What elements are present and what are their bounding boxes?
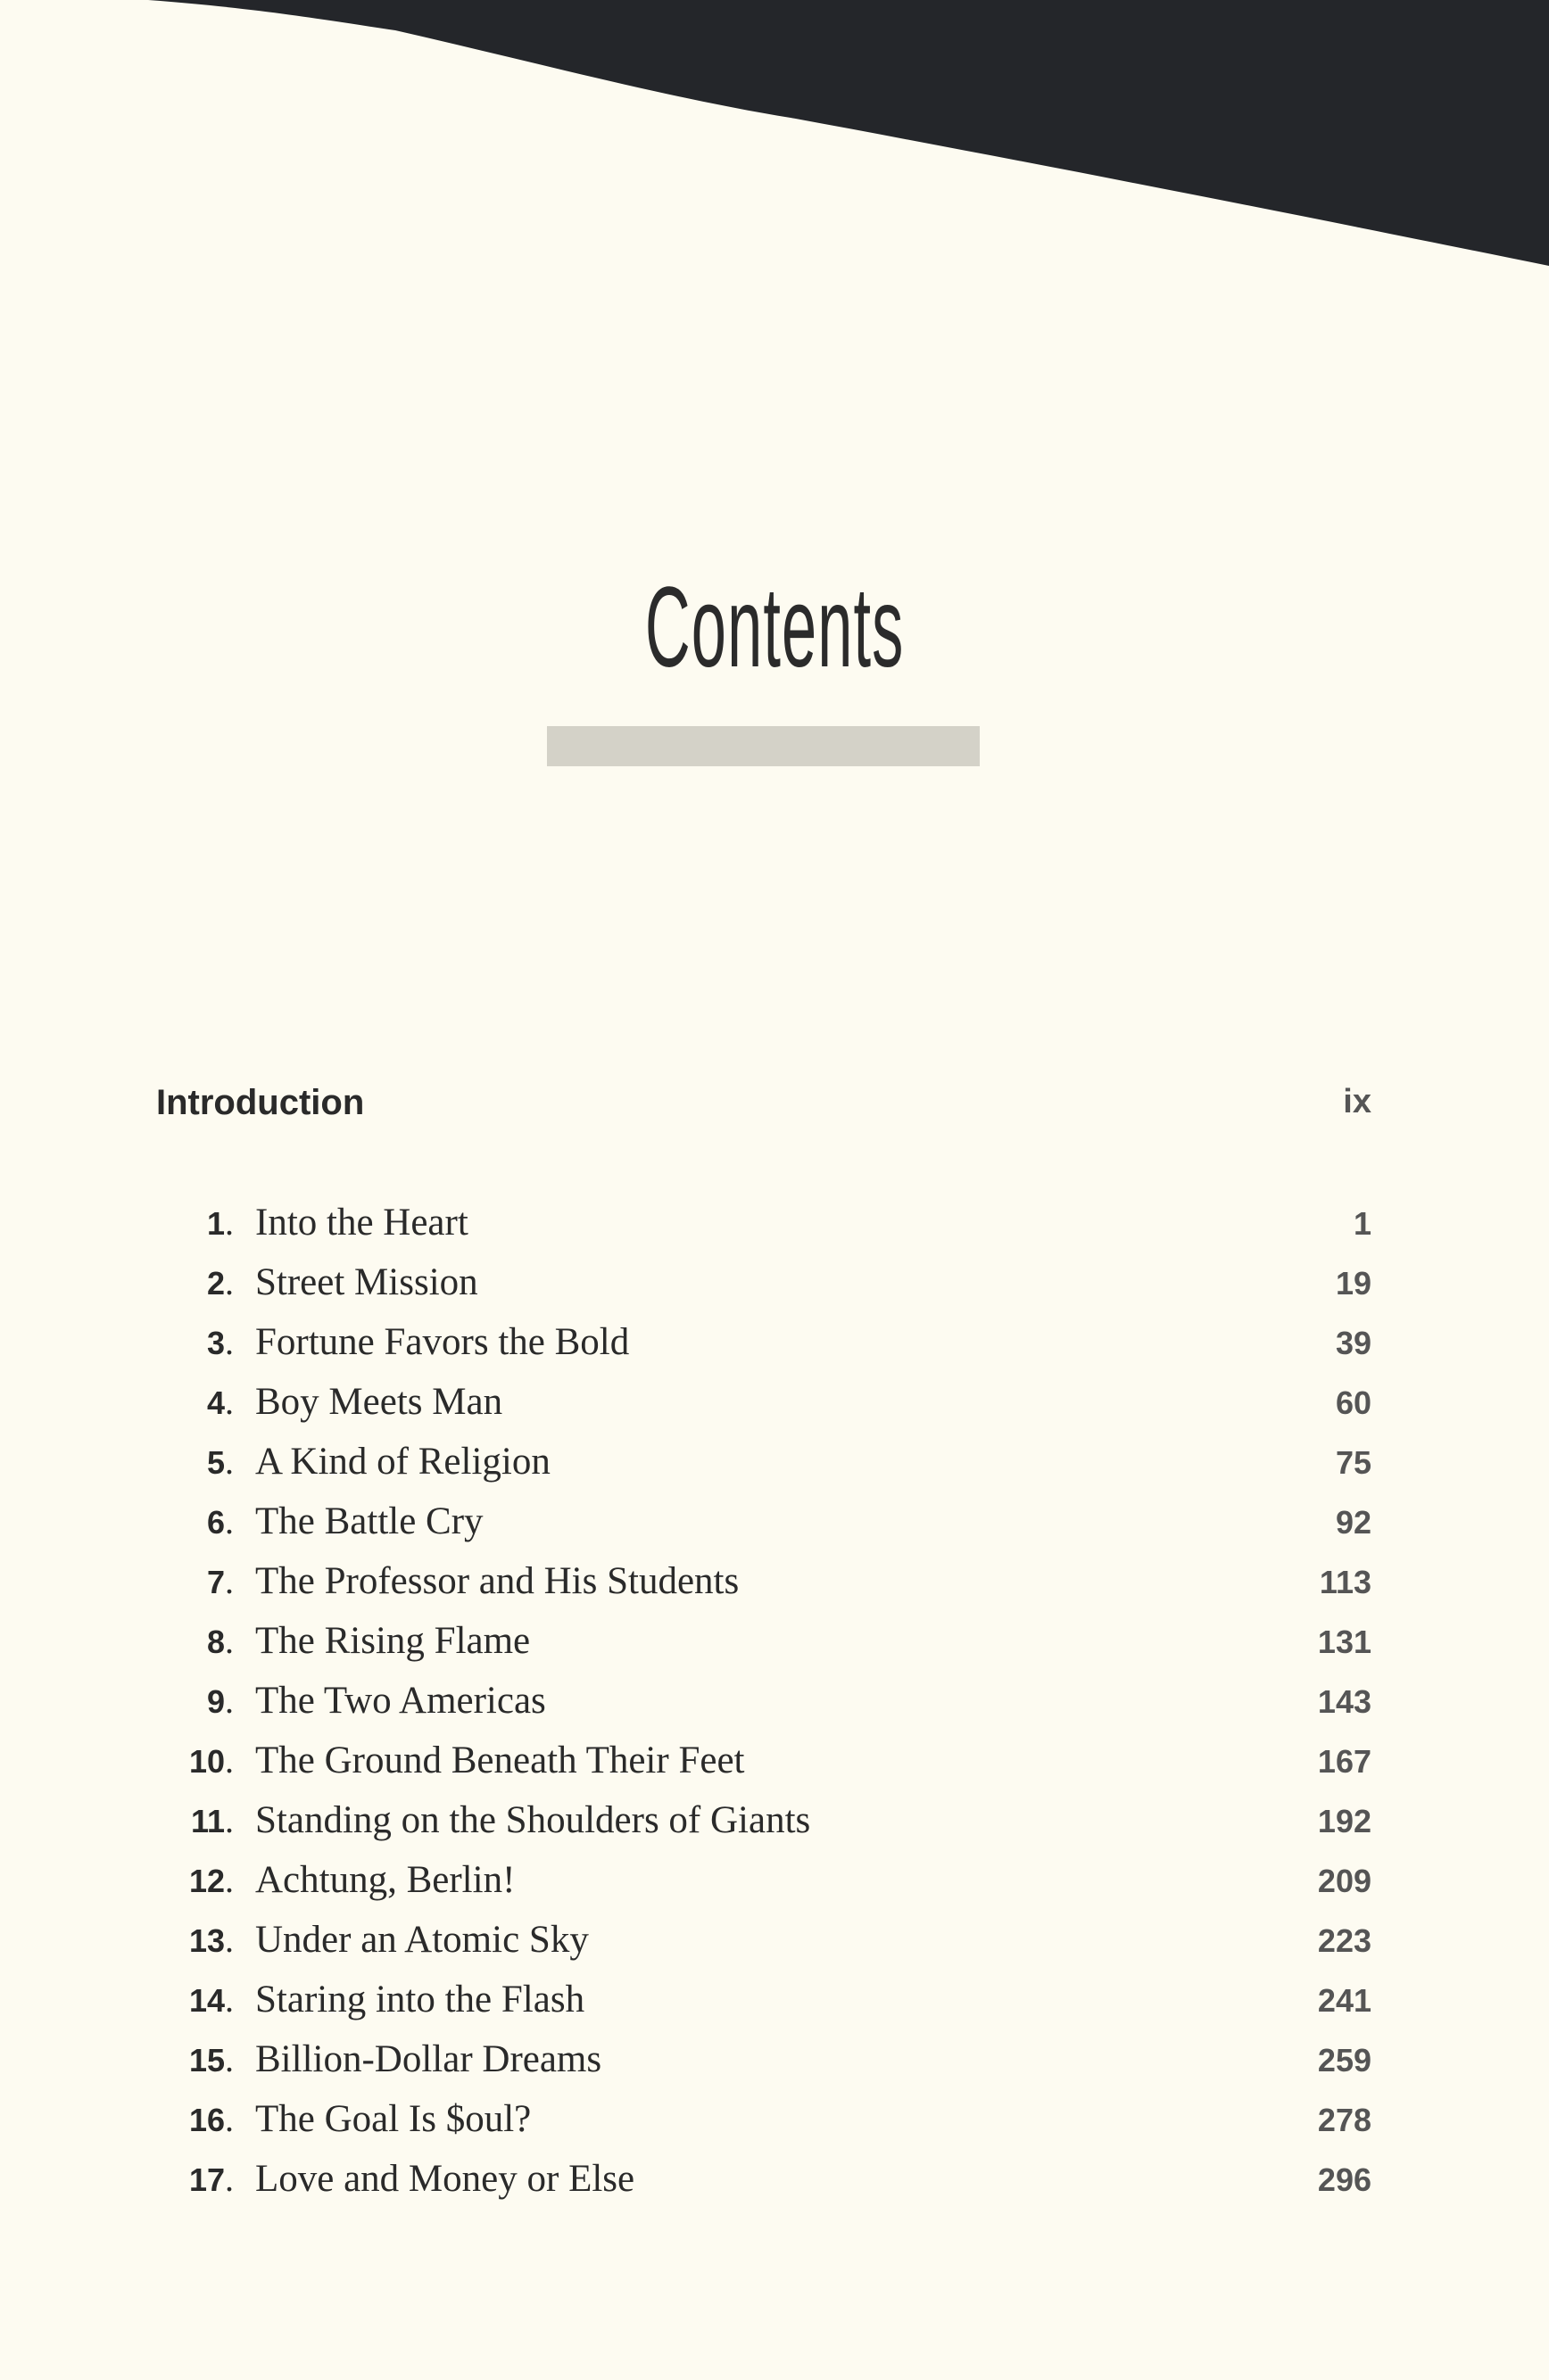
chapter-number-dot: .	[225, 1442, 234, 1482]
chapter-number-dot: .	[225, 1262, 234, 1302]
chapter-page: 296	[1317, 2161, 1371, 2198]
chapter-number: 5	[206, 1444, 225, 1481]
dark-corner-shape	[0, 0, 1549, 285]
chapter-title: The Rising Flame	[255, 1620, 531, 1662]
chapter-number-dot: .	[225, 1800, 234, 1840]
chapter-number-dot: .	[225, 1621, 234, 1661]
toc-chapter-list	[134, 1201, 1371, 2217]
introduction-label: Introduction	[156, 1083, 365, 1122]
chapter-number-dot: .	[225, 1920, 234, 1960]
chapter-title: The Ground Beneath Their Feet	[255, 1740, 745, 1781]
chapter-title: Boy Meets Man	[255, 1381, 503, 1423]
chapter-number: 2	[206, 1265, 225, 1302]
toc-chapter-row[interactable]	[134, 1440, 1371, 1500]
chapter-page: 278	[1317, 2102, 1371, 2138]
toc-chapter-row[interactable]	[134, 2097, 1371, 2157]
chapter-number: 4	[206, 1384, 225, 1421]
toc-chapter-row[interactable]	[134, 1978, 1371, 2037]
toc-chapter-row[interactable]	[134, 1559, 1371, 1619]
toc-chapter-row[interactable]	[134, 2157, 1371, 2217]
chapter-page: 19	[1335, 1265, 1371, 1302]
chapter-number: 16	[188, 2102, 225, 2138]
title-underline-bar	[547, 726, 980, 766]
chapter-page: 241	[1317, 1982, 1371, 2019]
chapter-number-dot: .	[225, 1740, 234, 1781]
chapter-number: 3	[206, 1325, 225, 1361]
introduction-page: ix	[1343, 1083, 1371, 1120]
chapter-page: 75	[1335, 1444, 1371, 1481]
chapter-title: Love and Money or Else	[255, 2158, 635, 2200]
toc-chapter-row[interactable]	[134, 1260, 1371, 1320]
chapter-number: 1	[206, 1205, 225, 1242]
chapter-title: The Two Americas	[255, 1680, 546, 1722]
chapter-number-dot: .	[225, 1681, 234, 1721]
chapter-number: 10	[188, 1743, 225, 1780]
chapter-page: 1	[1353, 1205, 1371, 1242]
chapter-page: 131	[1317, 1624, 1371, 1660]
chapter-title: Street Mission	[255, 1261, 478, 1303]
chapter-number: 12	[188, 1863, 225, 1899]
chapter-page: 39	[1335, 1325, 1371, 1361]
page-title	[0, 564, 1549, 691]
toc-chapter-row[interactable]	[134, 1858, 1371, 1918]
chapter-number: 14	[188, 1982, 225, 2019]
toc-introduction[interactable]	[156, 1083, 1371, 1123]
chapter-number-dot: .	[225, 2099, 234, 2139]
chapter-number-dot: .	[225, 1860, 234, 1900]
toc-chapter-row[interactable]	[134, 1739, 1371, 1798]
chapter-number: 9	[206, 1683, 225, 1720]
chapter-number-dot: .	[225, 2039, 234, 2079]
chapter-title: Staring into the Flash	[255, 1979, 585, 2021]
toc-chapter-row[interactable]	[134, 1380, 1371, 1440]
chapter-title: The Professor and His Students	[255, 1560, 740, 1602]
chapter-number-dot: .	[225, 1501, 234, 1541]
page-title-text: Contents	[644, 564, 905, 691]
chapter-page: 223	[1317, 1922, 1371, 1959]
chapter-page: 92	[1335, 1504, 1371, 1541]
chapter-page: 113	[1319, 1564, 1371, 1600]
chapter-number-dot: .	[225, 1322, 234, 1362]
chapter-title: Achtung, Berlin!	[255, 1859, 516, 1901]
chapter-number: 13	[188, 1922, 225, 1959]
chapter-number: 15	[188, 2042, 225, 2078]
chapter-title: A Kind of Religion	[255, 1441, 551, 1483]
chapter-page: 192	[1317, 1803, 1371, 1839]
chapter-title: Billion-Dollar Dreams	[255, 2038, 602, 2080]
chapter-title: The Battle Cry	[255, 1500, 484, 1542]
toc-chapter-row[interactable]	[134, 1918, 1371, 1978]
chapter-title: The Goal Is $oul?	[255, 2098, 532, 2140]
chapter-number: 17	[188, 2161, 225, 2198]
chapter-number: 6	[206, 1504, 225, 1541]
chapter-number-dot: .	[225, 1979, 234, 2020]
toc-chapter-row[interactable]	[134, 1619, 1371, 1679]
chapter-number: 7	[206, 1564, 225, 1600]
chapter-number-dot: .	[225, 1561, 234, 1601]
chapter-title: Under an Atomic Sky	[255, 1919, 589, 1961]
chapter-number-dot: .	[225, 2159, 234, 2199]
chapter-title: Standing on the Shoulders of Giants	[255, 1799, 811, 1841]
chapter-number-dot: .	[225, 1382, 234, 1422]
chapter-number-dot: .	[225, 1202, 234, 1243]
chapter-page: 167	[1317, 1743, 1371, 1780]
toc-chapter-row[interactable]	[134, 1500, 1371, 1559]
chapter-page: 60	[1335, 1384, 1371, 1421]
chapter-page: 209	[1317, 1863, 1371, 1899]
toc-chapter-row[interactable]	[134, 1320, 1371, 1380]
chapter-page: 143	[1317, 1683, 1371, 1720]
chapter-title: Fortune Favors the Bold	[255, 1321, 630, 1363]
toc-chapter-row[interactable]	[134, 2037, 1371, 2097]
toc-chapter-row[interactable]	[134, 1798, 1371, 1858]
toc-chapter-row[interactable]	[134, 1679, 1371, 1739]
chapter-number: 8	[206, 1624, 225, 1660]
toc-chapter-row[interactable]	[134, 1201, 1371, 1260]
chapter-title: Into the Heart	[255, 1202, 468, 1244]
chapter-number: 11	[190, 1803, 225, 1839]
chapter-page: 259	[1317, 2042, 1371, 2078]
